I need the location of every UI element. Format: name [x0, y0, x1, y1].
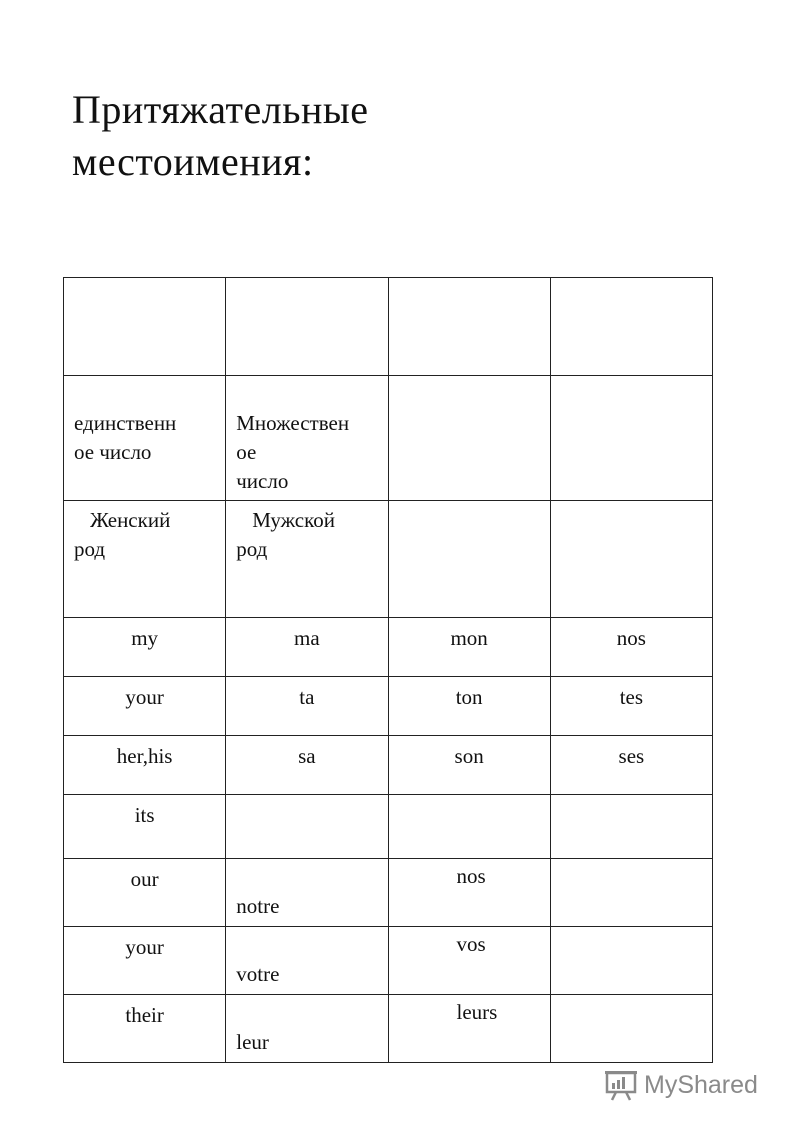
- table-cell: [388, 927, 550, 995]
- watermark-text: MyShared: [644, 1070, 758, 1099]
- plural-header-line: Множествен: [236, 411, 350, 435]
- feminine-form: ta: [299, 685, 315, 709]
- table-cell: [388, 278, 550, 376]
- table-cell: [550, 618, 712, 677]
- singular-header-line: единственн: [74, 411, 177, 435]
- feminine-header-line: Женский: [90, 508, 171, 532]
- table-cell: [550, 995, 712, 1063]
- table-cell: [226, 927, 388, 995]
- watermark-logo: [604, 1067, 758, 1103]
- table-row: [64, 927, 713, 995]
- table-row-gender-header: [64, 501, 713, 618]
- table-cell: [550, 677, 712, 736]
- table-cell: [64, 927, 226, 995]
- singular-form: leur: [236, 1030, 269, 1054]
- title-line-2: местоимения:: [72, 139, 314, 184]
- masculine-form: mon: [450, 626, 488, 650]
- plural-form: nos: [456, 864, 486, 888]
- feminine-header: [74, 506, 170, 564]
- plural-form: nos: [616, 626, 646, 650]
- table-cell: [550, 736, 712, 795]
- plural-header-line: ое: [236, 440, 257, 464]
- plural-form: vos: [456, 932, 486, 956]
- table-cell: [64, 618, 226, 677]
- table-cell: [388, 995, 550, 1063]
- table-row-empty-header: [64, 278, 713, 376]
- table-cell: [226, 859, 388, 927]
- singular-form: votre: [236, 962, 280, 986]
- table-cell: [388, 501, 550, 618]
- table-cell: [388, 376, 550, 501]
- english-pronoun: your: [125, 935, 164, 959]
- english-pronoun: our: [130, 867, 159, 891]
- table-row: [64, 795, 713, 859]
- table-cell: [550, 278, 712, 376]
- table-cell: [550, 376, 712, 501]
- english-pronoun: its: [134, 803, 155, 827]
- singular-form: notre: [236, 894, 280, 918]
- table-row: [64, 995, 713, 1063]
- table-cell: [64, 677, 226, 736]
- table-cell: [550, 927, 712, 995]
- table-cell: [226, 278, 388, 376]
- table-cell: [64, 278, 226, 376]
- table-row: [64, 859, 713, 927]
- feminine-header-line: род: [74, 537, 106, 561]
- singular-header: [74, 409, 176, 467]
- table-cell: [388, 736, 550, 795]
- plural-header: [236, 409, 349, 496]
- english-pronoun: her,his: [116, 744, 173, 768]
- table-row-number-header: [64, 376, 713, 501]
- table-cell: [64, 736, 226, 795]
- masculine-form: ton: [455, 685, 483, 709]
- singular-header-line: ое число: [74, 440, 152, 464]
- table-row: [64, 677, 713, 736]
- english-pronoun: my: [131, 626, 159, 650]
- table-cell: [550, 859, 712, 927]
- pronoun-table: [63, 277, 713, 1063]
- table-cell: [226, 618, 388, 677]
- table-row: [64, 618, 713, 677]
- table-cell: [226, 501, 388, 618]
- plural-form: ses: [618, 744, 645, 768]
- table-cell: [550, 795, 712, 859]
- presentation-board-icon: [604, 1068, 638, 1102]
- table-cell: [64, 859, 226, 927]
- table-cell: [388, 677, 550, 736]
- plural-form: tes: [619, 685, 644, 709]
- page-title: [72, 84, 672, 188]
- table-cell: [226, 995, 388, 1063]
- table-cell: [226, 795, 388, 859]
- masculine-header: [236, 506, 335, 564]
- table-cell: [64, 795, 226, 859]
- title-line-1: Притяжательные: [72, 87, 369, 132]
- table-cell: [388, 618, 550, 677]
- table-cell: [550, 501, 712, 618]
- table-cell: [64, 995, 226, 1063]
- table-cell: [226, 736, 388, 795]
- table-cell: [388, 859, 550, 927]
- english-pronoun: their: [125, 1003, 164, 1027]
- plural-form: leurs: [456, 1000, 498, 1024]
- masculine-header-line: род: [236, 537, 268, 561]
- masculine-header-line: Мужской: [252, 508, 335, 532]
- masculine-form: son: [454, 744, 484, 768]
- table-cell: [64, 376, 226, 501]
- plural-header-line: число: [236, 469, 289, 493]
- feminine-form: sa: [298, 744, 316, 768]
- feminine-form: ma: [294, 626, 320, 650]
- table-cell: [64, 501, 226, 618]
- table-cell: [226, 677, 388, 736]
- table-cell: [388, 795, 550, 859]
- table-cell: [226, 376, 388, 501]
- english-pronoun: your: [125, 685, 164, 709]
- table-row: [64, 736, 713, 795]
